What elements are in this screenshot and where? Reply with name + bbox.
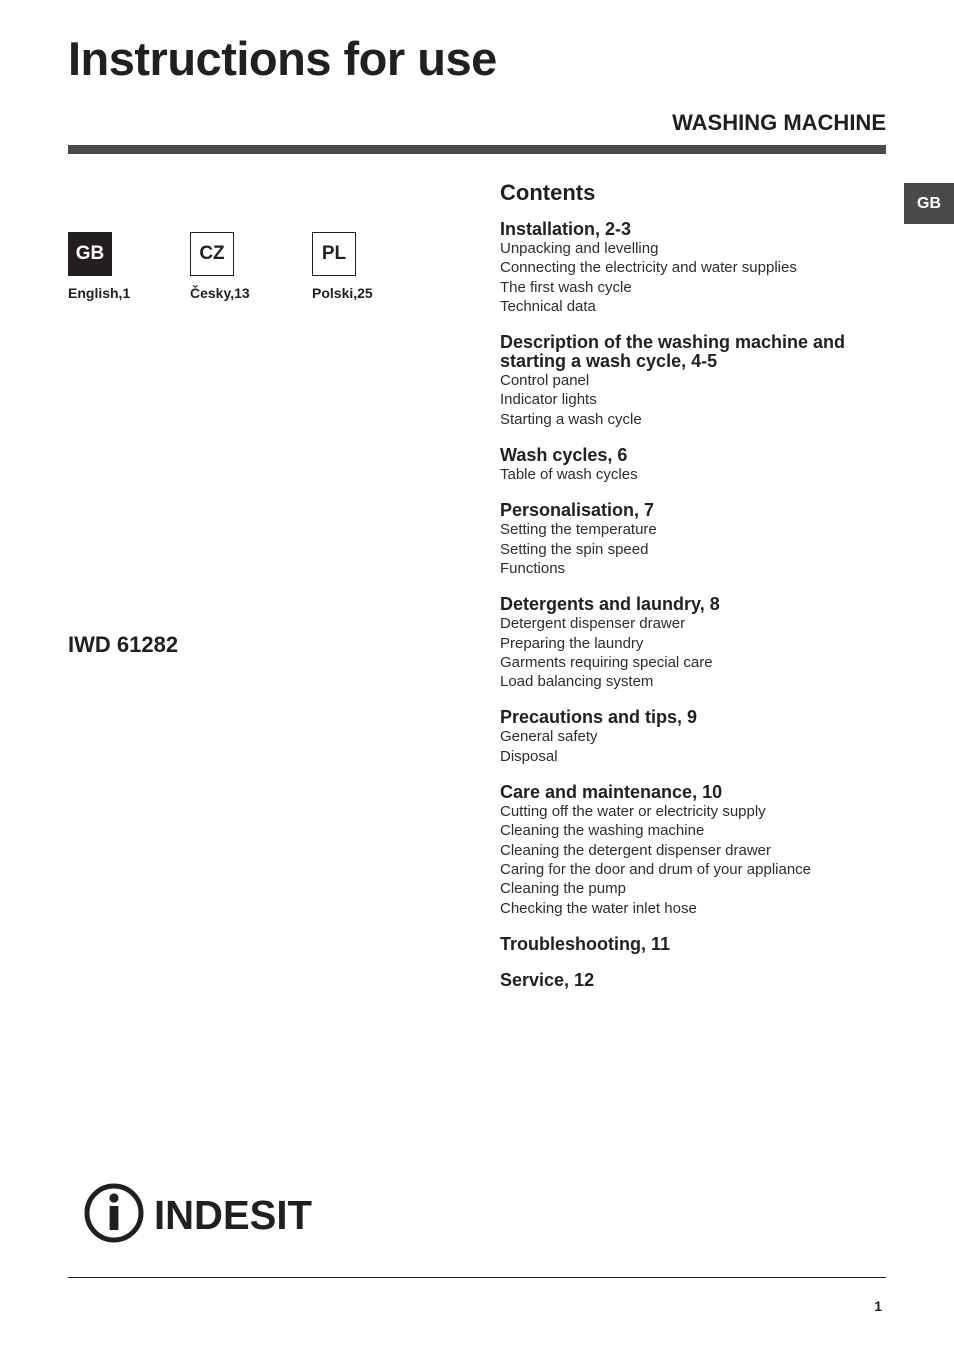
section-item: General safety: [500, 728, 598, 746]
section-item: Preparing the laundry: [500, 634, 644, 652]
indesit-logo-icon: [84, 1182, 316, 1244]
section-items: [500, 371, 886, 429]
document-title: Instructions for use: [68, 32, 497, 85]
section-title: Detergents and laundry, 8: [500, 594, 720, 615]
table-of-contents: [500, 180, 886, 1007]
section-items: [500, 727, 886, 766]
section-item: Disposal: [500, 747, 558, 765]
section-items: [500, 239, 886, 316]
section-item: Control panel: [500, 372, 590, 390]
footer-divider: [68, 1277, 886, 1278]
contents-section: [500, 971, 886, 990]
section-item: Table of wash cycles: [500, 466, 638, 484]
product-category: WASHING MACHINE: [672, 110, 886, 135]
section-item: Garments requiring special care: [500, 653, 713, 671]
contents-section: [500, 501, 886, 578]
section-item: The first wash cycle: [500, 278, 632, 296]
section-item: Cleaning the pump: [500, 880, 626, 898]
section-item: Detergent dispenser drawer: [500, 615, 686, 633]
section-title: Wash cycles, 6: [500, 445, 628, 466]
section-title: Installation, 2-3: [500, 219, 632, 239]
section-item: Load balancing system: [500, 673, 654, 691]
section-title: Precautions and tips, 9: [500, 707, 698, 728]
page-number: 1: [874, 1298, 882, 1314]
section-title: Description of the washing machine and starting a wash cycle, 4-5: [500, 332, 846, 372]
contents-sections: [500, 220, 886, 990]
language-side-tab: GB: [904, 183, 954, 224]
section-item: Cleaning the detergent dispenser drawer: [500, 841, 772, 859]
language-label: Polski,25: [312, 285, 373, 301]
contents-section: [500, 935, 886, 954]
section-items: [500, 614, 886, 691]
language-pl: [312, 232, 422, 301]
section-items: [500, 520, 886, 578]
language-label: English,1: [68, 285, 131, 301]
language-code-box: PL: [312, 232, 356, 276]
section-items: [500, 802, 886, 918]
language-code-box: GB: [68, 232, 112, 276]
section-item: Functions: [500, 559, 566, 577]
section-items: [500, 465, 886, 484]
section-title: Personalisation, 7: [500, 500, 655, 521]
section-item: Cutting off the water or electricity supply: [500, 803, 766, 821]
section-item: Setting the temperature: [500, 521, 657, 539]
contents-section: [500, 220, 886, 316]
language-label: Česky,13: [190, 285, 250, 301]
section-title: Troubleshooting, 11: [500, 933, 671, 954]
contents-heading: Contents: [500, 180, 596, 205]
section-item: Connecting the electricity and water supplies: [500, 259, 797, 277]
section-item: Indicator lights: [500, 391, 597, 409]
section-item: Setting the spin speed: [500, 540, 649, 558]
contents-section: [500, 333, 886, 429]
model-number: IWD 61282: [68, 632, 179, 657]
contents-section: [500, 595, 886, 691]
language-gb: [68, 232, 178, 301]
section-item: Starting a wash cycle: [500, 410, 642, 428]
language-code-box: CZ: [190, 232, 234, 276]
section-title: Care and maintenance, 10: [500, 782, 723, 803]
contents-section: [500, 783, 886, 918]
section-item: Caring for the door and drum of your appliance: [500, 860, 812, 878]
brand-name: INDESIT: [154, 1192, 312, 1238]
section-item: Checking the water inlet hose: [500, 899, 697, 917]
language-cz: [190, 232, 300, 301]
section-item: Unpacking and levelling: [500, 240, 659, 257]
section-item: Technical data: [500, 297, 596, 315]
header-divider: [68, 145, 886, 154]
contents-section: [500, 446, 886, 484]
contents-section: [500, 708, 886, 766]
section-item: Cleaning the washing machine: [500, 822, 705, 840]
indesit-logo: [84, 1182, 316, 1249]
section-title: Service, 12: [500, 969, 595, 990]
